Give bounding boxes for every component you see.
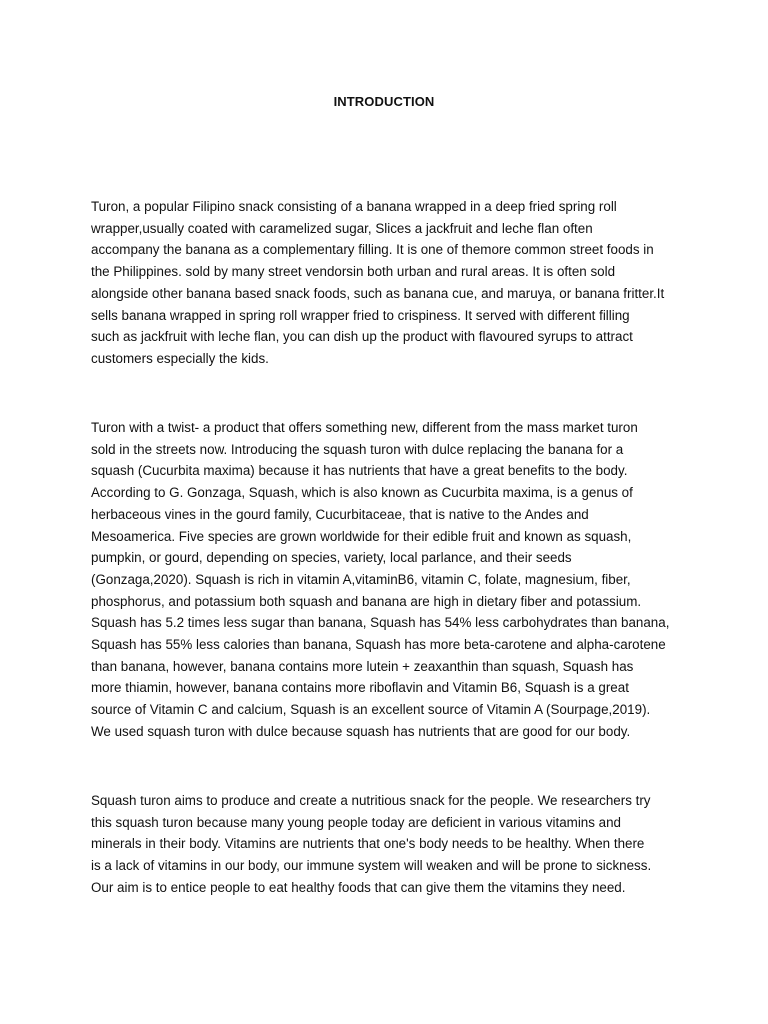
paragraph-turon-description: Turon, a popular Filipino snack consisting of a banana wrapped in a deep fried spring roll wrapper,usually coated with caramelized sugar, Slices a jackfruit and leche flan often accompany the banana as a complementary filling. It is one of themore common street foods in the Philippines. sold by many street vendorsin both urban and rural areas. It is often sold alongside other banana based snack foods, such as banana cue, and maruya, or banana fritter.It sells banana wrapped in spring roll wrapper fried to crispiness. It served with different filling such as jackfruit with leche flan, you can dish up the product with flavoured syrups to attract customers especially the kids.: [91, 199, 665, 366]
page-title: INTRODUCTION: [333, 94, 435, 109]
paragraph-research-aim: Squash turon aims to produce and create a nutritious snack for the people. We researchers try this squash turon because many young people today are deficient in various vitamins and minerals in their body. Vitamins are nutrients that one's body needs to be healthy. When there is a lack of vitamins in our body, our immune system will weaken and will be prone to sickness. Our aim is to entice people to eat healthy foods that can give them the vitamins they need.: [91, 793, 652, 895]
paragraph-squash-turon-nutrition: Turon with a twist- a product that offers something new, different from the mass market turon sold in the streets now. Introducing the squash turon with dulce replacing the banana for a squash (Cucurbita maxima) because it has nutrients that have a great benefits to the body. According to G. Gonzaga, Squash, which is also known as Cucurbita maxima, is a genus of herbaceous vines in the gourd family, Cucurbitaceae, that is native to the Andes and Mesoamerica. Five species are grown worldwide for their edible fruit and known as squash, pumpkin, or gourd, depending on species, variety, local parlance, and their seeds (Gonzaga,2020). Squash is rich in vitamin A,vitaminB6, vitamin C, folate, magnesium, fiber, phosphorus, and potassium both squash and banana are high in dietary fiber and potassium. Squash has 5.2 times less sugar than banana, Squash has 54% less carbohydrates than banana, Squash has 55% less calories than banana, Squash has more beta-carotene and alpha-carotene than banana, however, banana contains more lutein + zeaxanthin than squash, Squash has more thiamin, however, banana contains more riboflavin and Vitamin B6, Squash is a great source of Vitamin C and calcium, Squash is an excellent source of Vitamin A (Sourpage,2019). We used squash turon with dulce because squash has nutrients that are good for our body.: [91, 420, 670, 739]
